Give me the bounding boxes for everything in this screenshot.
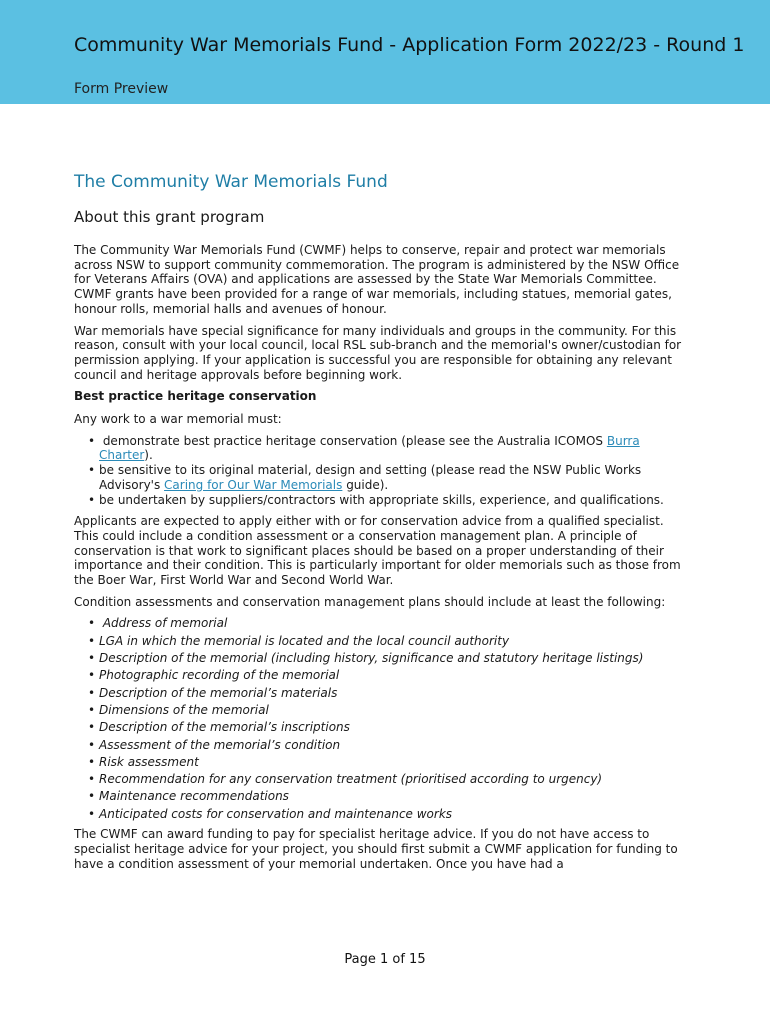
- best-practice-lead: Any work to a war memorial must:: [74, 412, 282, 427]
- list-item: • Risk assessment: [88, 754, 199, 769]
- form-subtitle: Form Preview: [74, 81, 169, 97]
- burra-charter-link[interactable]: Burra Charter: [99, 433, 640, 463]
- list-item: • Description of the memorial’s inscriptions: [88, 720, 350, 735]
- caring-for-war-memorials-link[interactable]: Caring for Our War Memorials: [164, 477, 343, 492]
- requirements-list: [74, 616, 684, 821]
- header-banner: [0, 0, 770, 104]
- bullet-icon: •: [88, 789, 96, 804]
- bullet-icon: •: [88, 702, 96, 717]
- bullet-icon: •: [88, 492, 96, 507]
- intro-paragraph-1: The Community War Memorials Fund (CWMF) helps to conserve, repair and protect war memorials across NSW to support community commemoration. The program is administered by the NSW Office for Veterans Affairs (OVA) and applications are assessed by the State War Memorials Committee. CWMF grants have been provided for a range of war memorials, including statues, memorial gates, honour rolls, memorial halls and avenues of honour.: [74, 243, 680, 316]
- bullet-icon: •: [88, 668, 96, 683]
- best-practice-list: [74, 434, 684, 508]
- applicants-paragraph: Applicants are expected to apply either with or for conservation advice from a qualified specialist. This could include a condition assessment or a conservation management plan. A principle of conservation is that work to significant places should be based on a proper understanding of their importance and their condition. This is particularly important for older memorials such as those from the Boer War, First World War and Second World War.: [74, 514, 681, 588]
- bullet-icon: •: [88, 433, 96, 448]
- best-practice-heading: Best practice heritage conservation: [74, 389, 317, 404]
- bullet-icon: •: [88, 651, 96, 666]
- bullet-icon: •: [88, 806, 96, 821]
- list-item: • Address of memorial: [88, 616, 228, 631]
- bullet-icon: •: [88, 754, 96, 769]
- page-number: Page 1 of 15: [344, 952, 426, 967]
- requirements-lead: Condition assessments and conservation management plans should include at least the following:: [74, 594, 666, 609]
- list-item: • Description of the memorial’s materials: [88, 685, 338, 700]
- list-item: • LGA in which the memorial is located and the local council authority: [88, 633, 510, 648]
- bullet-icon: •: [88, 616, 96, 631]
- closing-paragraph: The CWMF can award funding to pay for specialist heritage advice. If you do not have access to specialist heritage advice for your project, you should first submit a CWMF application for funding to have a condition assessment of your memorial undertaken. Once you have had a: [74, 827, 678, 871]
- list-item: • demonstrate best practice heritage conservation (please see the Australia ICOMOS Burra Charter).: [88, 433, 640, 463]
- list-item: • be sensitive to its original material, design and setting (please read the NSW Public Works Advisory's Caring for Our War Memorials guide).: [88, 463, 642, 492]
- bullet-icon: •: [88, 737, 96, 752]
- bullet-icon: •: [88, 463, 96, 478]
- list-item: • Anticipated costs for conservation and maintenance works: [88, 806, 453, 821]
- main-content: [74, 171, 684, 879]
- bullet-icon: •: [88, 772, 96, 787]
- list-item: • Dimensions of the memorial: [88, 702, 269, 717]
- list-item: • Photographic recording of the memorial: [88, 668, 340, 683]
- bullet-icon: •: [88, 633, 96, 648]
- intro-paragraph-2: War memorials have special significance for many individuals and groups in the community. For this reason, consult with your local council, local RSL sub-branch and the memorial's owner/custodian for permission applying. If your application is successful you are responsible for obtaining any relevant council and heritage approvals before beginning work.: [74, 323, 682, 382]
- section-title: The Community War Memorials Fund: [74, 172, 388, 192]
- list-item: • Description of the memorial (including history, significance and statutory heritage listings): [88, 651, 644, 666]
- list-item: • be undertaken by suppliers/contractors with appropriate skills, experience, and qualifications.: [88, 492, 664, 507]
- section-subheading: About this grant program: [74, 208, 265, 226]
- bullet-icon: •: [88, 720, 96, 735]
- list-item: • Maintenance recommendations: [88, 789, 289, 804]
- list-item: • Recommendation for any conservation treatment (prioritised according to urgency): [88, 772, 603, 787]
- list-item: • Assessment of the memorial’s condition: [88, 737, 341, 752]
- form-title: Community War Memorials Fund - Application Form 2022/23 - Round 1: [74, 34, 745, 56]
- bullet-icon: •: [88, 685, 96, 700]
